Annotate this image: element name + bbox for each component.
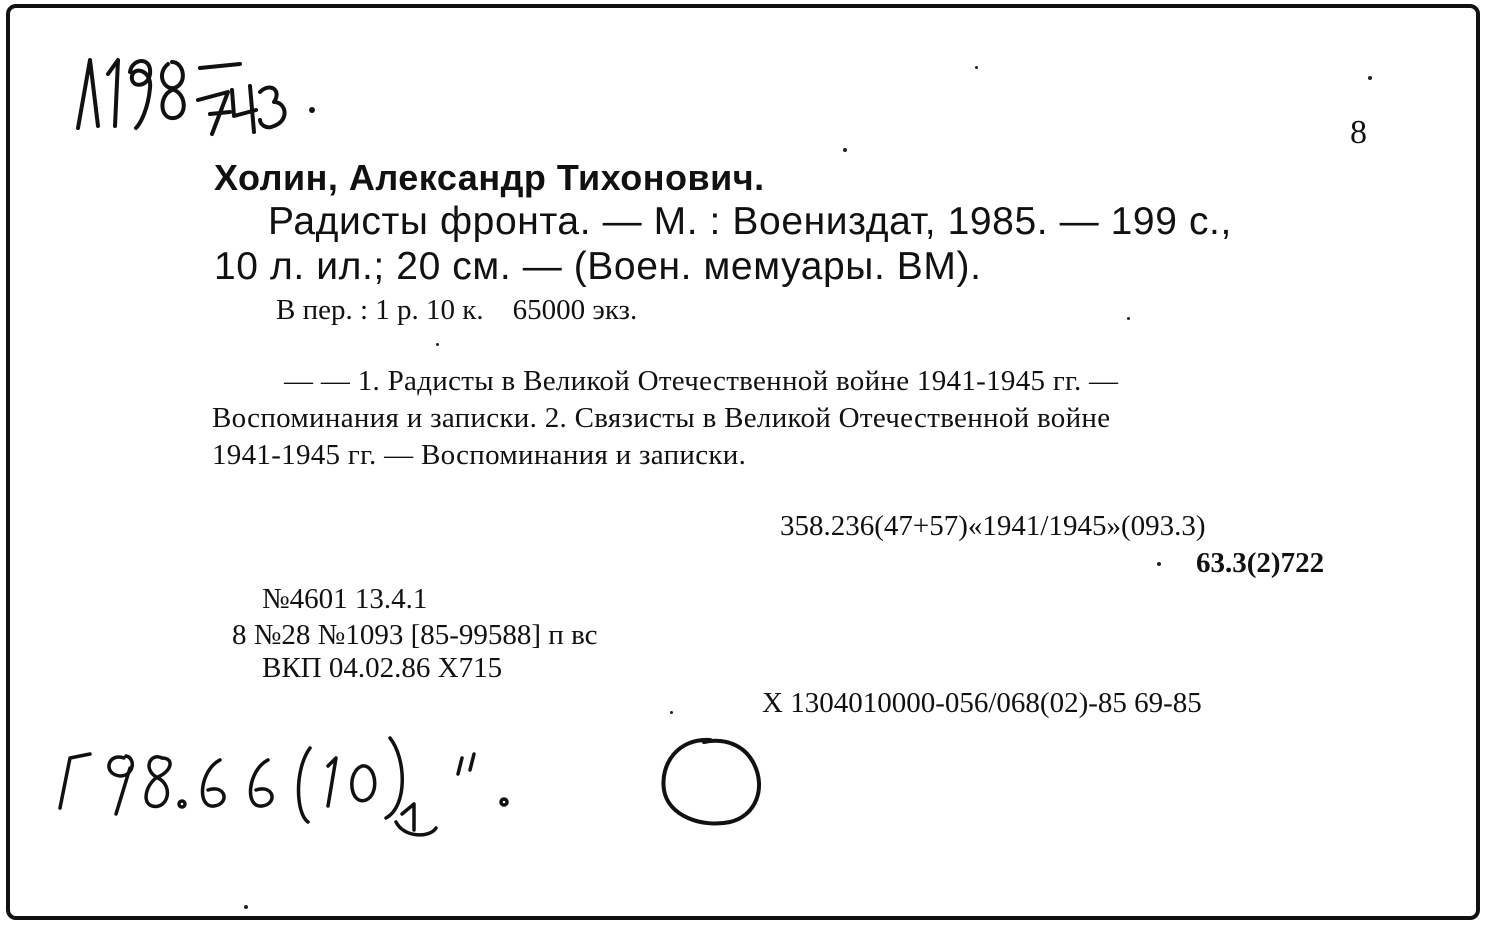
- handwritten-top-mark: [60, 40, 330, 150]
- bbk-code: 63.3(2)722: [1196, 547, 1325, 579]
- speck: [843, 148, 847, 152]
- title-line-2: 10 л. ил.; 20 см. — (Воен. мемуары. ВМ).: [214, 245, 982, 288]
- udc-code: 358.236(47+57)«1941/1945»(093.3): [780, 510, 1206, 542]
- corner-number: 8: [1350, 114, 1367, 151]
- title-line-1: Радисты фронта. — М. : Воениздат, 1985. — 199 с.,: [268, 200, 1232, 243]
- speck: [1157, 562, 1161, 566]
- speck: [436, 343, 439, 346]
- drawn-circle-mark: [654, 732, 774, 832]
- speck: [1368, 76, 1372, 80]
- subjects-line-1: — — 1. Радисты в Великой Отечественной войне 1941-1945 гг. —: [284, 365, 1119, 397]
- author-heading: Холин, Александр Тихонович.: [214, 157, 765, 198]
- speck: [244, 905, 248, 909]
- subjects-line-3: 1941-1945 гг. — Воспоминания и записки.: [212, 439, 747, 471]
- subjects-line-2: Воспоминания и записки. 2. Связисты в Великой Отечественной войне: [212, 402, 1111, 434]
- order-line-2: 8 №28 №1093 [85-99588] п вс: [232, 619, 598, 651]
- order-line-3: ВКП 04.02.86 Х715: [262, 652, 503, 684]
- handwritten-call-number: [50, 718, 520, 848]
- speck: [975, 66, 978, 69]
- publisher-code: Х 1304010000-056/068(02)-85 69-85: [762, 687, 1202, 719]
- order-line-1: №4601 13.4.1: [262, 583, 428, 615]
- speck: [670, 711, 673, 714]
- price-line: В пер. : 1 р. 10 к. 65000 экз.: [276, 294, 638, 326]
- speck: [1127, 317, 1130, 320]
